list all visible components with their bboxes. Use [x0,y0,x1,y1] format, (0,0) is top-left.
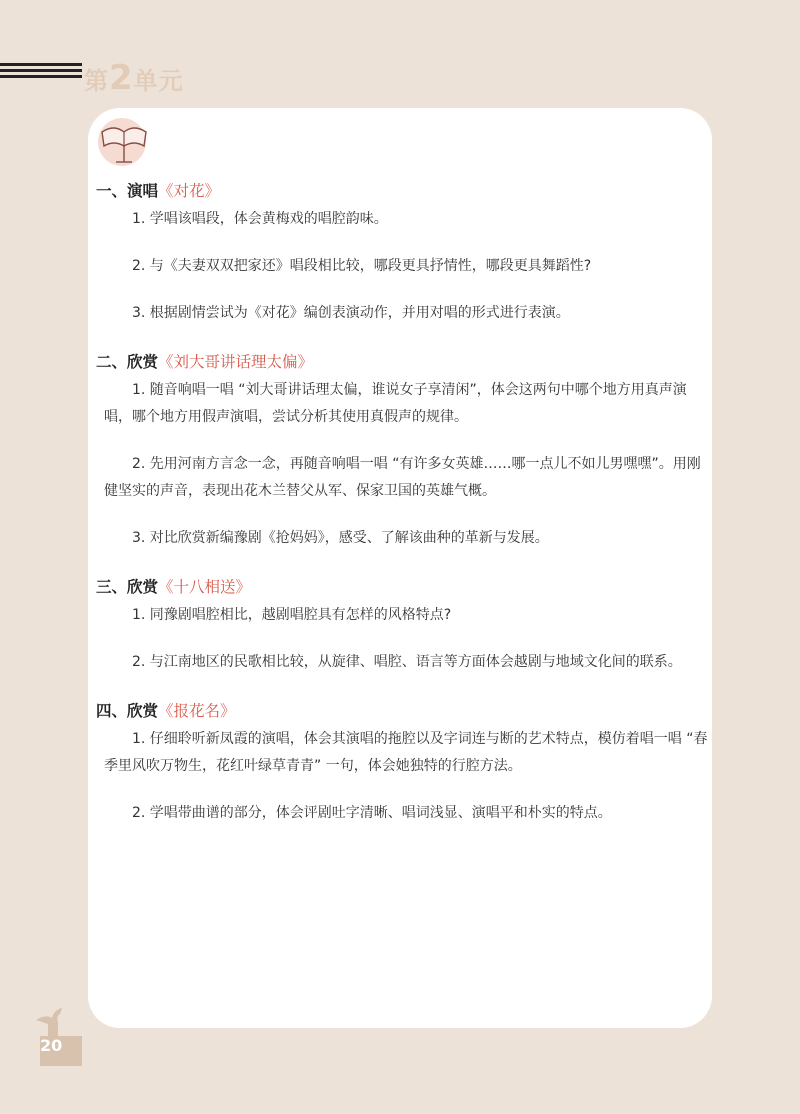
section-4 [96,696,708,827]
section-3 [96,572,708,676]
section-heading: 三、欣赏《十八相送》 [96,578,252,596]
section-heading: 一、演唱《对花》 [96,182,221,200]
exercise-item: 1. 随音响唱一唱 “刘大哥讲话理太偏，谁说女子享清闲”，体会这两句中哪个地方用真声演唱，哪个地方用假声演唱，尝试分析其使用真假声的规律。 [104,382,687,425]
page-number: 20 [40,1036,63,1055]
unit-title: 第2单元 [84,58,184,98]
section-heading: 二、欣赏《刘大哥讲话理太偏》 [96,353,314,371]
exercise-item: 2. 先用河南方言念一念，再随音响唱一唱 “有许多女英雄……哪一点儿不如儿男嘿嘿”。用刚健坚实的声音，表现出花木兰替父从军、保家卫国的英雄气概。 [104,456,701,499]
exercise-item: 1. 仔细聆听新凤霞的演唱，体会其演唱的拖腔以及字词连与断的艺术特点，模仿着唱一唱 “春季里风吹万物生，花红叶绿草青青” 一句，体会她独特的行腔方法。 [104,731,708,774]
exercise-item: 3. 根据剧情尝试为《对花》编创表演动作，并用对唱的形式进行表演。 [132,305,570,321]
open-book-on-stand-icon [96,112,152,168]
exercise-item: 2. 与《夫妻双双把家还》唱段相比较，哪段更具抒情性，哪段更具舞蹈性? [132,258,592,274]
exercise-list [96,176,708,847]
section-1 [96,176,708,327]
exercise-item: 3. 对比欣赏新编豫剧《抢妈妈》，感受、了解该曲种的革新与发展。 [132,530,549,546]
header-stripes [0,63,82,81]
exercise-item: 2. 学唱带曲谱的部分，体会评剧吐字清晰、唱词浅显、演唱平和朴实的特点。 [132,805,612,821]
exercise-item: 2. 与江南地区的民歌相比较，从旋律、唱腔、语言等方面体会越剧与地域文化间的联系。 [132,654,682,670]
exercise-item: 1. 学唱该唱段，体会黄梅戏的唱腔韵味。 [132,211,388,227]
section-2 [96,347,708,552]
section-heading: 四、欣赏《报花名》 [96,702,236,720]
exercise-item: 1. 同豫剧唱腔相比，越剧唱腔具有怎样的风格特点? [132,607,452,623]
